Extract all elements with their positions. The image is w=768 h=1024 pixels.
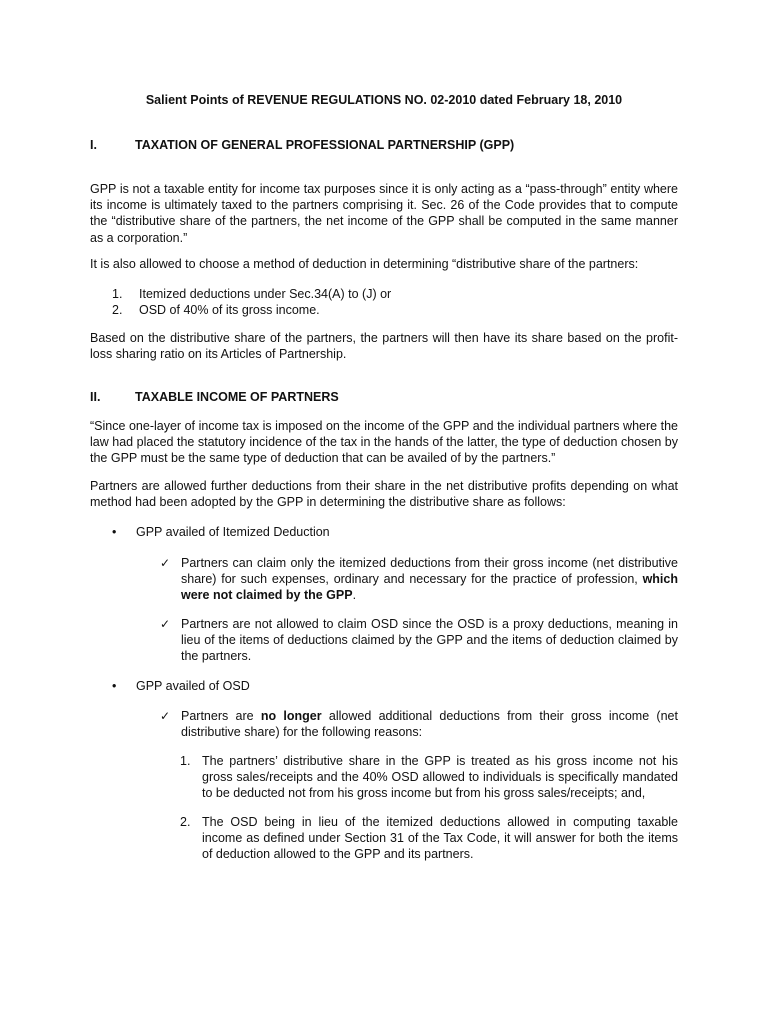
list-text: Itemized deductions under Sec.34(A) to (J) or	[139, 287, 392, 301]
checkmark-icon: ✓	[160, 556, 171, 570]
section-2-title: TAXABLE INCOME OF PARTNERS	[135, 390, 339, 404]
list-text: OSD of 40% of its gross income.	[139, 303, 320, 318]
section-1-title: TAXATION OF GENERAL PROFESSIONAL PARTNERSHIP (GPP)	[135, 138, 515, 152]
reason-text: The partners’ distributive share in the GPP is treated as his gross income not his gross sales/receipts and the 40% OSD allowed to individuals is specifically mandated to be deducted not from his gross income but from his gross sales/receipts; and,	[202, 754, 678, 801]
check-text: Partners are not allowed to claim OSD since the OSD is a proxy deductions, meaning in lieu of the items of deductions claimed by the GPP and the items of deduction claimed by the partners.	[181, 617, 678, 664]
section-1-number: I.	[90, 138, 97, 152]
reason-number: 2.	[180, 815, 191, 829]
section-1-paragraph-2: It is also allowed to choose a method of deduction in determining “distributive share of the partners:	[90, 257, 639, 271]
section-1-heading	[90, 137, 690, 153]
checkmark-icon: ✓	[160, 617, 171, 631]
bullet-text: GPP availed of Itemized Deduction	[136, 525, 330, 539]
list-number: 1.	[112, 287, 123, 301]
document-title: Salient Points of REVENUE REGULATIONS NO. 02-2010 dated February 18, 2010	[145, 93, 623, 107]
reason-number: 1.	[180, 754, 191, 768]
checkmark-icon: ✓	[160, 709, 171, 723]
check-text: Partners can claim only the itemized deductions from their gross income (net distributive share) for such expenses, ordinary and necessary for the practice of profession, which were not claimed by the GPP.	[181, 556, 678, 603]
section-2-paragraph-2: Partners are allowed further deductions from their share in the net distributive profits depending on what method had been adopted by the GPP in determining the distributive share as follows:	[90, 479, 678, 510]
section-2-number: II.	[90, 390, 101, 404]
reason-item	[180, 753, 678, 802]
check-item	[160, 616, 678, 665]
bullet-icon: •	[112, 679, 117, 693]
section-1-paragraph-3: Based on the distributive share of the partners, the partners will then have its share based on the profit-loss sharing ratio on its Articles of Partnership.	[90, 331, 678, 362]
check-text: Partners are no longer allowed additional deductions from their gross income (net distributive share) for the following reasons:	[181, 709, 678, 740]
bullet-icon: •	[112, 525, 117, 539]
list-item	[112, 302, 672, 318]
section-1-paragraph-1: GPP is not a taxable entity for income tax purposes since it is only acting as a “pass-through” entity where its income is ultimately taxed to the partners comprising it. Sec. 26 of the Code provides that to compute the “distributive share of the partners, the net income of the GPP shall be computed in the same manner as a corporation.”	[90, 182, 678, 245]
check-item	[160, 555, 678, 604]
reason-item	[180, 814, 678, 863]
deduction-method-list	[112, 286, 672, 318]
check-item	[160, 708, 678, 740]
list-number: 2.	[112, 303, 123, 318]
bullet-text: GPP availed of OSD	[136, 679, 250, 693]
section-2-paragraph-1: “Since one-layer of income tax is imposed on the income of the GPP and the individual partners where the law had placed the statutory incidence of the tax in the hands of the latter, the type of deduction chosen by the GPP must be the same type of deduction that can be availed of by the partners.”	[90, 419, 678, 466]
section-2-heading	[90, 389, 690, 405]
reason-text: The OSD being in lieu of the itemized deductions allowed in computing taxable income as defined under Section 31 of the Tax Code, it will answer for both the items of deduction allowed to the GPP and its partners.	[202, 815, 678, 862]
list-item	[112, 286, 672, 302]
